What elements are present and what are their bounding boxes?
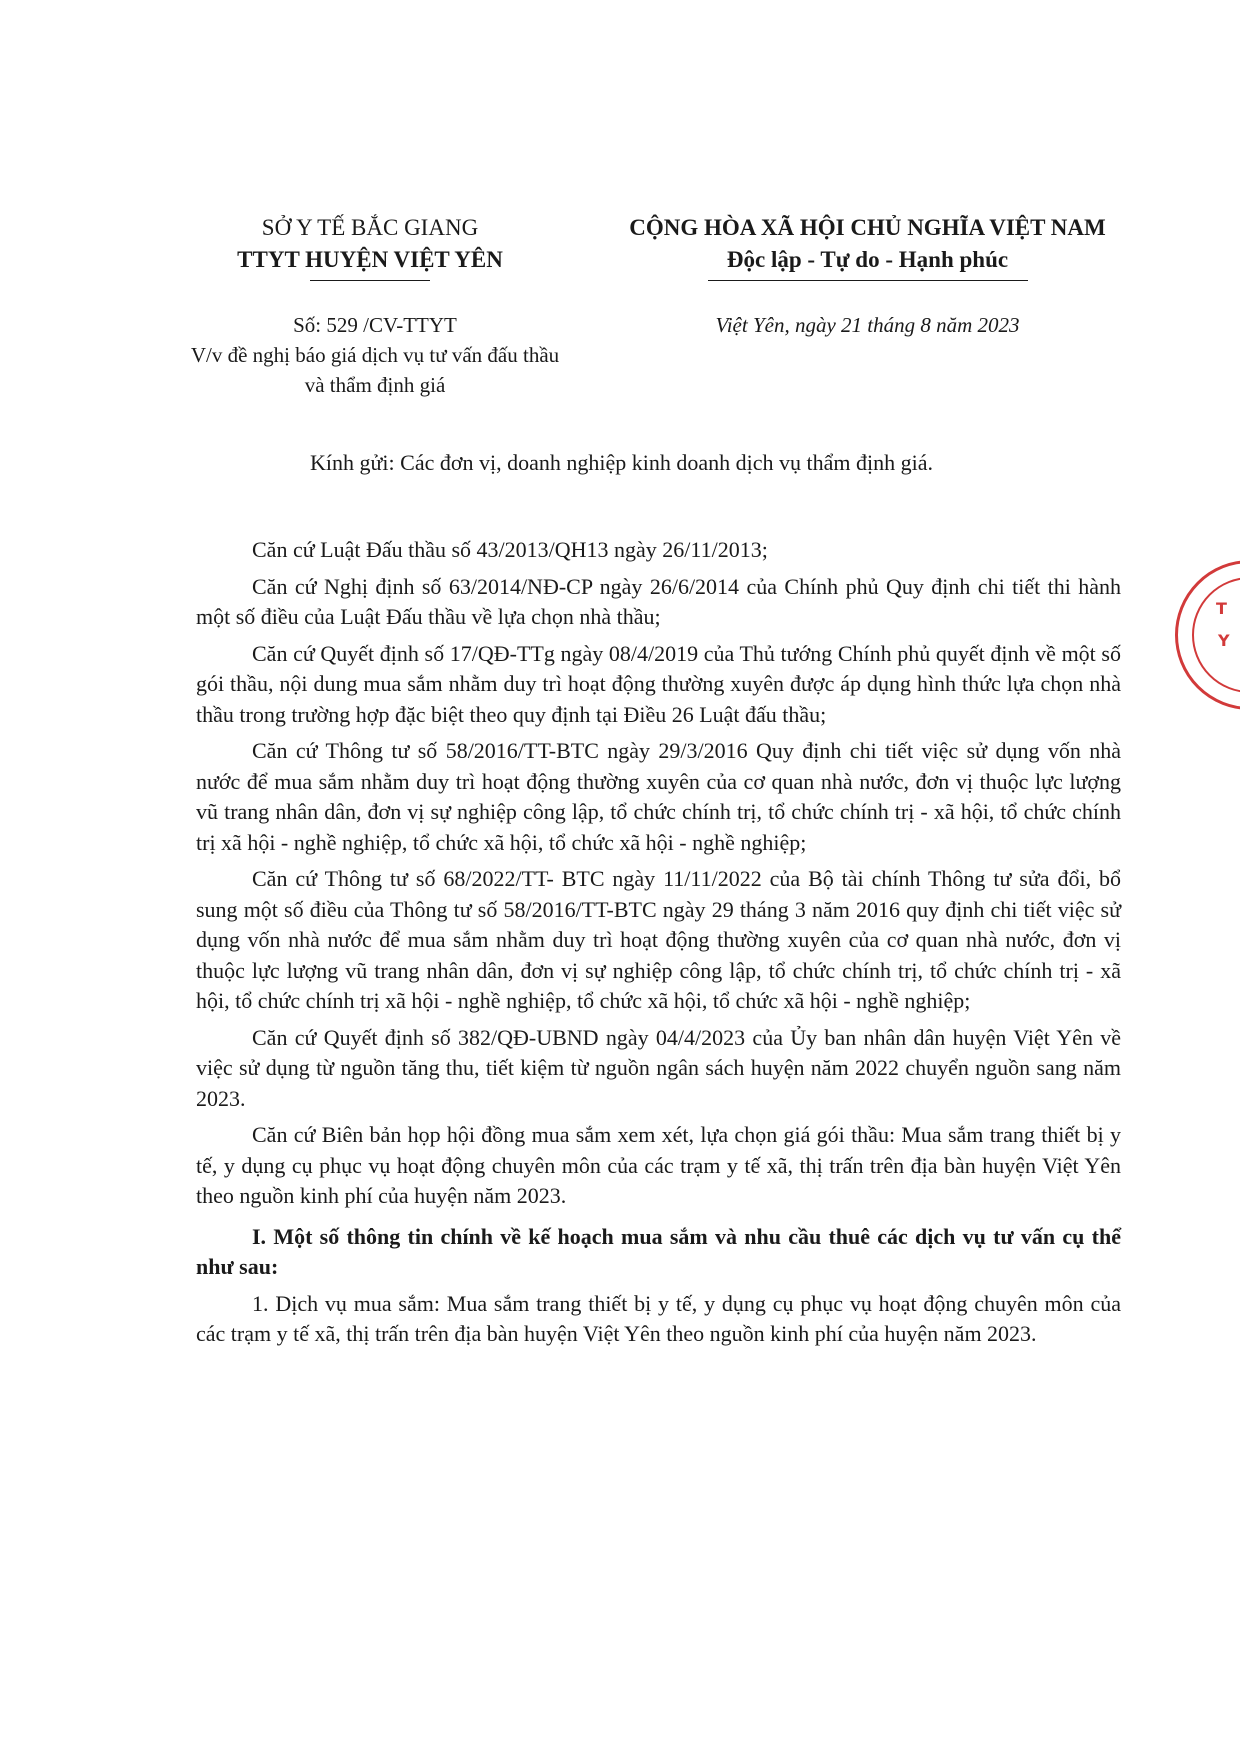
section-heading: I. Một số thông tin chính về kế hoạch mua sắm và nhu cầu thuê các dịch vụ tư vấn cụ thể như sau: — [196, 1223, 1121, 1279]
paragraph: Căn cứ Quyết định số 17/QĐ-TTg ngày 08/4/2019 của Thủ tướng Chính phủ quyết định về một số gói thầu, nội dung mua sắm nhằm duy trì hoạt động thường xuyên được áp dụng hình thức lựa chọn nhà thầu trong trường hợp đặc biệt theo quy định tại Điều 26 Luật đấu thầu; — [196, 640, 1121, 727]
subject-line-1: V/v đề nghị báo giá dịch vụ tư vấn đấu thầu — [190, 343, 560, 367]
seal-letter: Y — [1218, 631, 1230, 650]
seal-letter: T — [1216, 599, 1227, 618]
paragraph: Căn cứ Nghị định số 63/2014/NĐ-CP ngày 26/6/2014 của Chính phủ Quy định chi tiết thi hành một số điều của Luật Đấu thầu về lựa chọn nhà thầu; — [196, 573, 1121, 629]
motto-underline — [708, 280, 1028, 281]
org-underline — [310, 280, 430, 281]
doc-number: Số: 529 /CV-TTYT — [293, 313, 457, 337]
red-seal-stamp — [1175, 560, 1240, 710]
paragraph: Căn cứ Luật Đấu thầu số 43/2013/QH13 ngày 26/11/2013; — [252, 537, 768, 562]
document-reference — [165, 310, 585, 400]
list-item: 1. Dịch vụ mua sắm: Mua sắm trang thiết bị y tế, y dụng cụ phục vụ hoạt động chuyên môn của các trạm y tế xã, thị trấn trên địa bàn huyện Việt Yên theo nguồn kinh phí của huyện năm 2023. — [196, 1290, 1121, 1346]
parent-org: SỞ Y TẾ BẮC GIANG — [261, 215, 479, 240]
document-body — [196, 535, 1121, 1356]
place-date: Việt Yên, ngày 21 tháng 8 năm 2023 — [715, 313, 1020, 337]
nation-title: CỘNG HÒA XÃ HỘI CHỦ NGHĨA VIỆT NAM — [629, 215, 1106, 240]
paragraph: Căn cứ Thông tư số 58/2016/TT-BTC ngày 29/3/2016 Quy định chi tiết việc sử dụng vốn nhà nước để mua sắm nhằm duy trì hoạt động thường xuyên của cơ quan nhà nước, đơn vị thuộc lực lượng vũ trang nhân dân, đơn vị sự nghiệp công lập, tổ chức chính trị, tổ chức chính trị - xã hội, tổ chức chính trị xã hội - nghề nghiệp, tổ chức xã hội, tổ chức xã hội - nghề nghiệp; — [196, 738, 1121, 855]
paragraph: Căn cứ Biên bản họp hội đồng mua sắm xem xét, lựa chọn giá gói thầu: Mua sắm trang thiết bị y tế, y dụng cụ phục vụ hoạt động chuyên môn của các trạm y tế xã, thị trấn trên địa bàn huyện Việt Yên theo nguồn kinh phí của huyện năm 2023. — [196, 1122, 1121, 1208]
seal-inner-ring — [1192, 577, 1240, 693]
issuing-organization — [180, 212, 560, 281]
recipient: Kính gửi: Các đơn vị, doanh nghiệp kinh doanh dịch vụ thẩm định giá. — [310, 450, 933, 475]
national-header — [595, 212, 1140, 281]
subject-line-2: và thẩm định giá — [304, 373, 446, 397]
motto: Độc lập - Tự do - Hạnh phúc — [726, 247, 1009, 272]
paragraph: Căn cứ Quyết định số 382/QĐ-UBND ngày 04/4/2023 của Ủy ban nhân dân huyện Việt Yên về việc sử dụng từ nguồn tăng thu, tiết kiệm từ nguồn ngân sách huyện năm 2022 chuyển nguồn sang năm 2023. — [196, 1024, 1121, 1111]
org-name: TTYT HUYỆN VIỆT YÊN — [237, 247, 503, 272]
paragraph: Căn cứ Thông tư số 68/2022/TT- BTC ngày 11/11/2022 của Bộ tài chính Thông tư sửa đổi, bổ sung một số điều của Thông tư số 58/2016/TT-BTC ngày 29 tháng 3 năm 2016 quy định chi tiết việc sử dụng vốn nhà nước để mua sắm nhằm duy trì hoạt động thường xuyên của cơ quan nhà nước, đơn vị thuộc lực lượng vũ trang nhân dân, đơn vị sự nghiệp công lập, tổ chức chính trị, tổ chức chính trị - xã hội, tổ chức chính trị xã hội - nghề nghiệp, tổ chức xã hội, tổ chức xã hội - nghề nghiệp; — [196, 866, 1121, 1013]
